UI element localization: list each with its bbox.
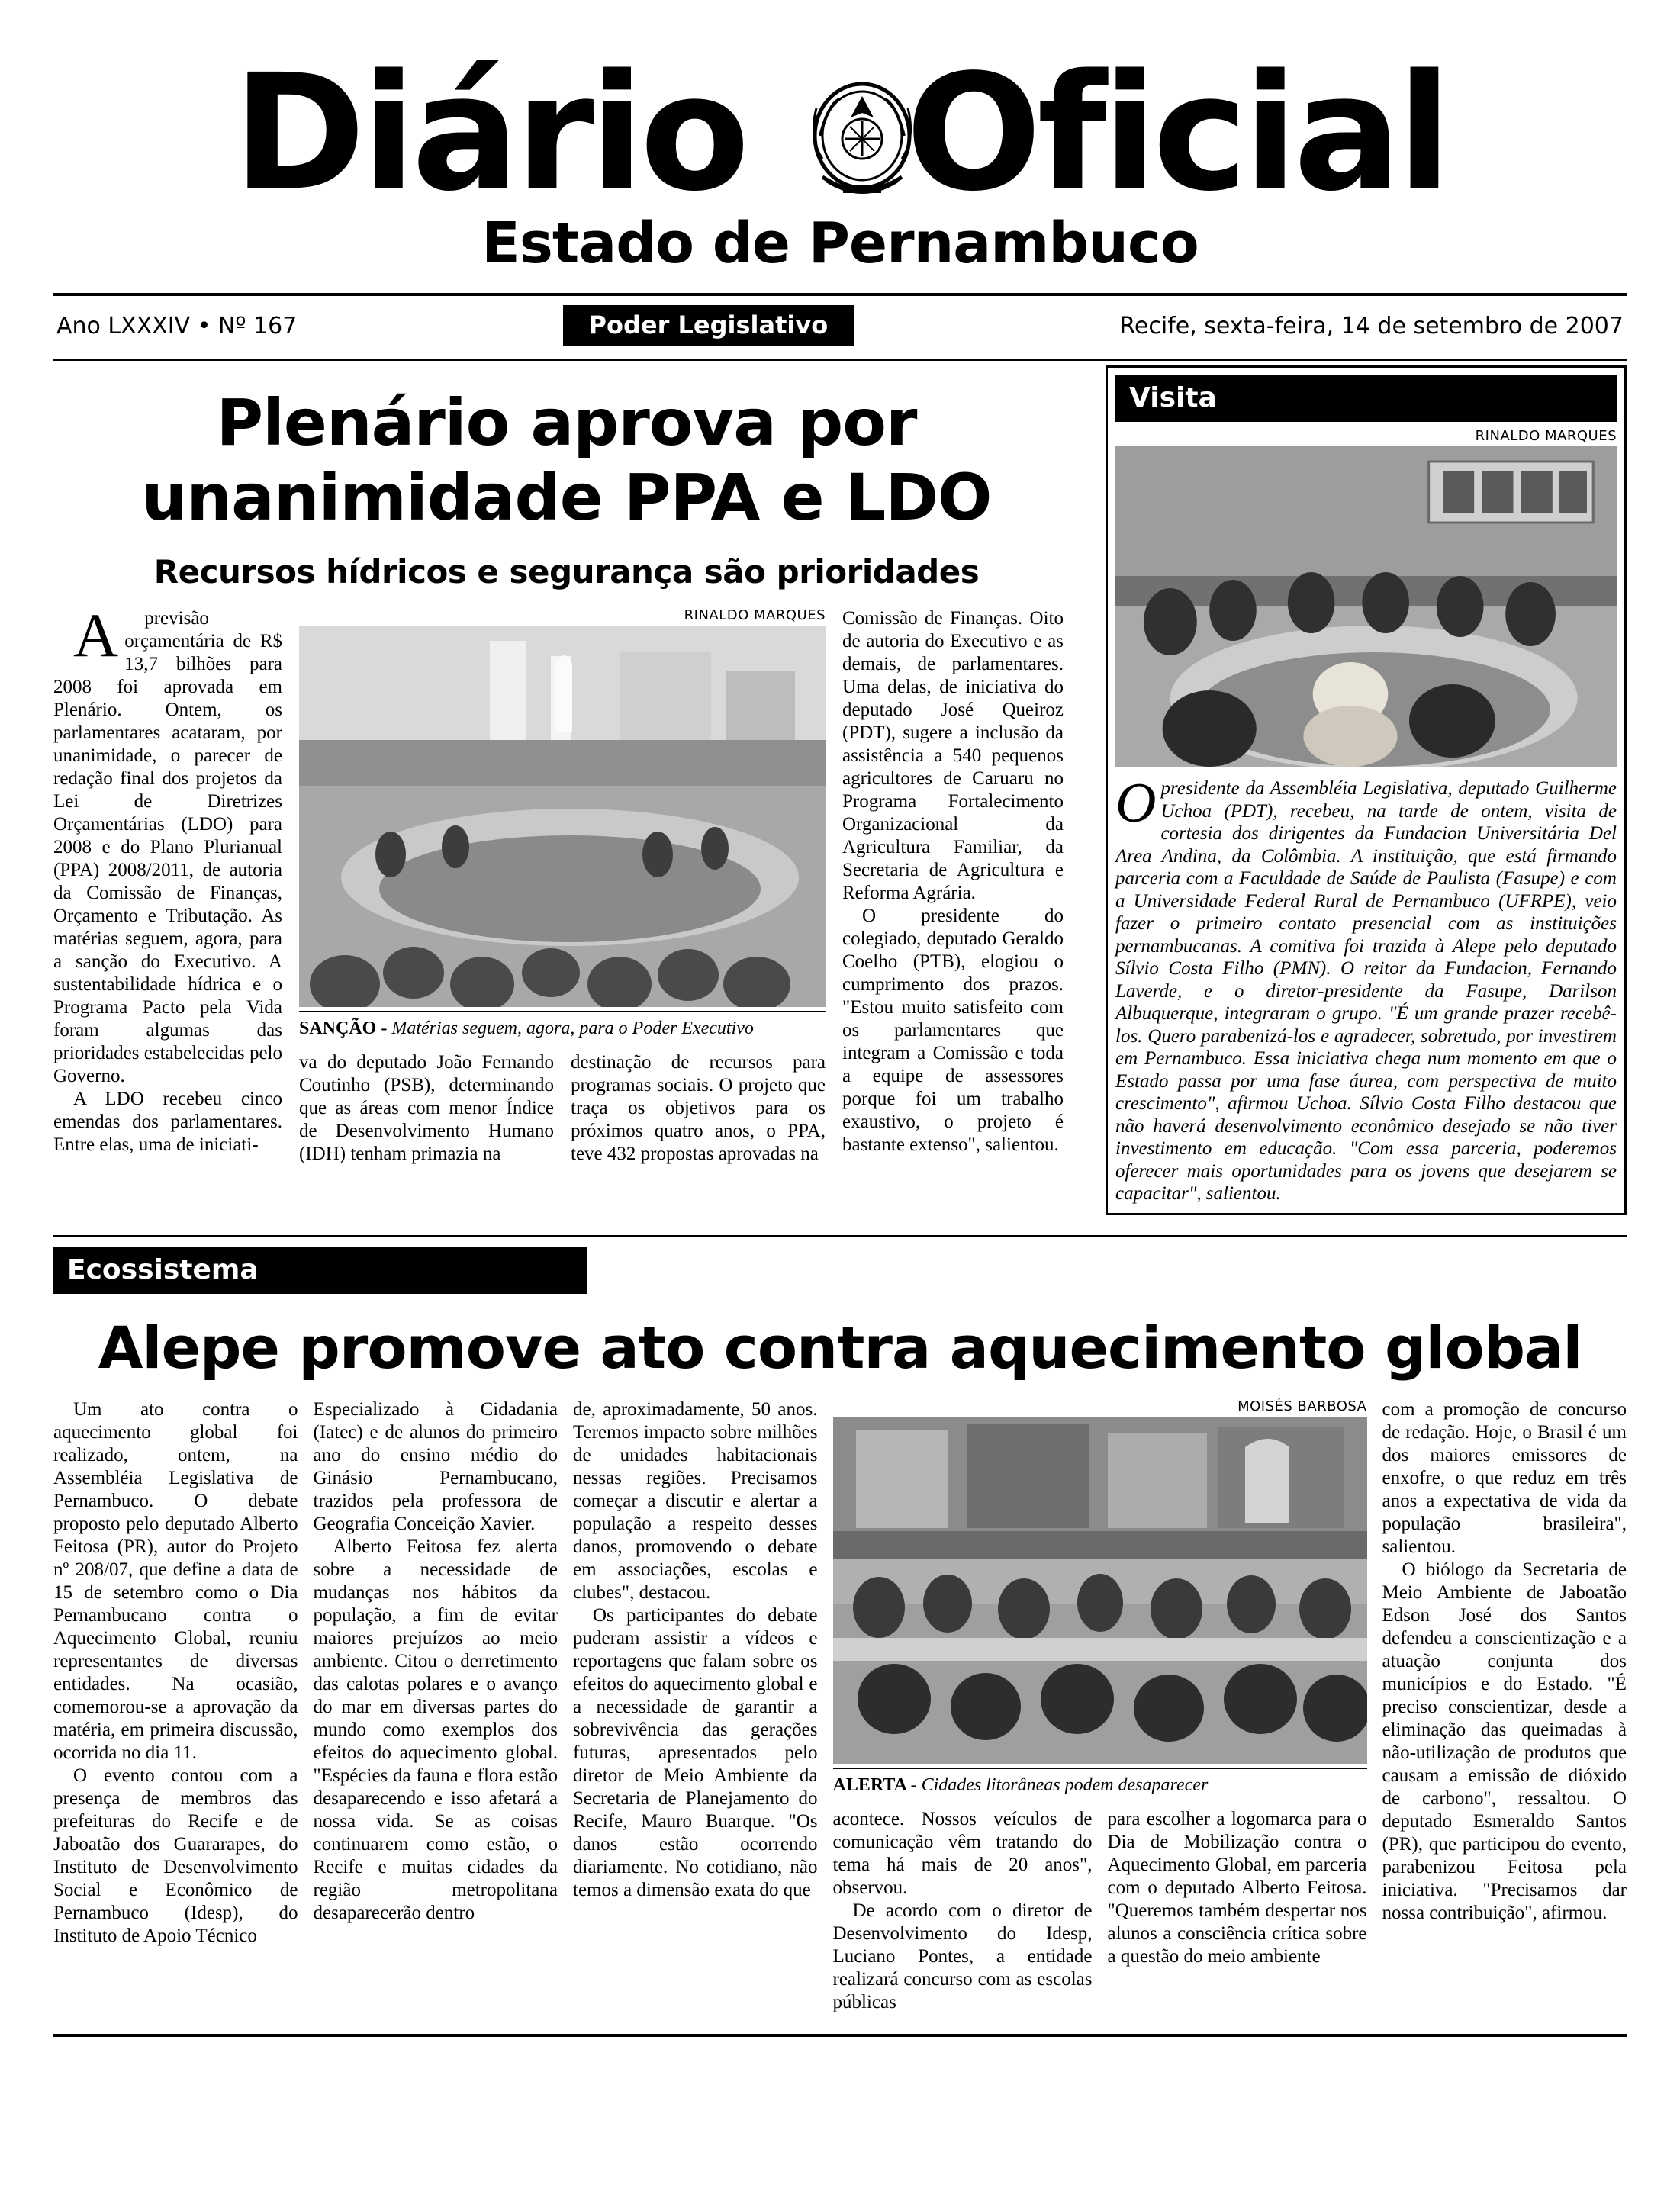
caption-label: SANÇÃO - [299, 1018, 388, 1038]
visita-body [1115, 772, 1617, 1205]
masthead-title-left: Diário [233, 40, 745, 227]
lead-story [53, 365, 1080, 1215]
visita-text: presidente da Assembléia Legislativa, deputado Guilherme Uchoa (PDT), recebeu, na tarde de ontem, visita de cortesia dos dirigentes da Fundacion Universitária Del Area Andina, da Colômbia. A instituição, que está firmando parceria com a Faculdade de Saúde de Paulista (Fasupe) e com a Universidade Federal Rural de Pernambuco (UFRPE), veio fazer o primeiro contato presencial com as instituições pernambucanas. A comitiva foi trazida à Alepe pelo deputado Sílvio Costa Filho (PMN). O reitor da Fundacion, Fernando Laverde, e o diretor-presidente da Fasupe, Darilson Albuquerque, integraram o grupo. "É um grande prazer recebê-los. Quero parabenizá-los e agradecer, sobretudo, por investirem em Pernambuco. Essa iniciativa chega num momento em que o Estado passa por uma fase áurea, com perspectiva de muito crescimento", afirmou Uchoa. Sílvio Costa Filho destacou que não haverá desenvolvimento econômico desejado se não tiver investimento em educação. "Com essa parceria, poderemos oferecer mais oportunidades para os jovens que desejarem se capacitar", salientou. [1115, 778, 1617, 1204]
caption-text: Matérias seguem, agora, para o Poder Executivo [391, 1018, 754, 1038]
lead-col4-text-2: O presidente do colegiado, deputado Geraldo Coelho (PTB), elogiou o cumprimento dos prazos. "Estou muito satisfeito com os parlamentares que integram a Comissão e toda a equipe de assessores porque foi um trabalho exaustivo, o projeto é bastante extenso", salientou. [842, 906, 1064, 1155]
lead-photo-credit: RINALDO MARQUES [684, 607, 826, 623]
eco-col5-text-1: para escolher a logomarca para o Dia de Mobilização contra o Aquecimento Global, em parceria com o deputado Alberto Feitosa. "Queremos também despertar nos alunos a consciência crítica sobre a questão do meio ambiente [1107, 1808, 1367, 1967]
dropcap-letter: A [73, 600, 119, 670]
lead-col3-text: destinação de recursos para programas sociais. O projeto que traça os objetivos para os próximos quatro anos, o PPA, teve 432 propostas aprovadas na [571, 1052, 826, 1164]
lead-column-3 [571, 1051, 826, 1166]
eco-col2-text-1: Especializado à Cidadania (Iatec) e de alunos do primeiro ano do ensino médio do Ginásio Pernambucano, trazidos pela professora de Geografia Conceição Xavier. [313, 1398, 558, 1534]
lead-column-4 [842, 607, 1064, 1166]
lead-subcolumns [299, 1051, 826, 1166]
lead-column-2 [299, 1051, 554, 1166]
eco-column-3 [573, 1398, 818, 2014]
eco-photo [833, 1417, 1367, 1764]
eco-column-1 [53, 1398, 298, 2014]
lead-columns [53, 600, 1080, 1166]
ecossistema-section-label: Ecossistema [53, 1247, 587, 1294]
eco-col1-text-2: O evento contou com a presença de membros das prefeituras do Recife e de Jaboatão dos Guararapes, do Instituto de Desenvolvimento Social e Econômico de Pernambuco (Idesp), do Instituto de Apoio Técnico [53, 1765, 298, 1946]
section-badge-poder-legislativo: Poder Legislativo [563, 305, 854, 346]
lead-col4-text-1: Comissão de Finanças. Oito de autoria do Executivo e as demais, de parlamentares. Uma delas, de iniciativa do deputado José Queiroz (PDT), sugere a inclusão da assistência a 540 pequenos agricultores de Caruaru no Programa Fortalecimento Organizacional da Agricultura Familiar, da Secretaria de Agricultura e Reforma Agrária. [842, 608, 1064, 903]
lead-photo-wrap [299, 607, 826, 1039]
lead-col1-text: previsão orçamentária de R$ 13,7 bilhões para 2008 foi aprovada em Plenário. Ontem, os parlamentares acataram, por unanimidade, o parecer de redação final dos projetos da Lei de Diretrizes Orçamentárias (LDO) para 2008 e do Plano Plurianual (PPA) 2008/2011, de autoria da Comissão de Finanças, Orçamento e Tributação. As matérias seguem, agora, para a sanção do Executivo. A sustentabilidade hídrica e o Programa Pacto pela Vida foram algumas das prioridades estabelecidas pelo Governo. [53, 608, 282, 1086]
footer-divider [53, 2034, 1627, 2037]
issue-date: Recife, sexta-feira, 14 de setembro de 2007 [1119, 312, 1624, 339]
visita-section-label: Visita [1115, 375, 1617, 422]
lead-photo-caption [299, 1011, 826, 1039]
eco-column-5 [1108, 1808, 1367, 2014]
eco-col3-text-2: Os participantes do debate puderam assistir a vídeos e reportagens que falam sobre os efeitos do aquecimento global e a necessidade de garantir a sobrevivência das gerações futuras, apresentados pelo diretor de Meio Ambiente da Secretaria de Planejamento do Recife, Mauro Buarque. "Os danos estão ocorrendo diariamente. No cotidiano, não temos a dimensão exata do que [573, 1604, 818, 1900]
lead-story-area [53, 365, 1627, 1215]
eco-column-2 [314, 1398, 558, 2014]
lead-col2-text: va do deputado João Fernando Coutinho (PSB), determinando que as áreas com menor Índice de Desenvolvimento Humano (IDH) tenham primazia na [299, 1052, 554, 1164]
eco-column-4 [833, 1808, 1093, 2014]
ecossistema-headline: Alepe promove ato contra aquecimento global [98, 1313, 1582, 1382]
eco-col4-text-2: De acordo com o diretor de Desenvolvimento do Idesp, Luciano Pontes, a entidade realizará concurso com as escolas públicas [832, 1900, 1093, 2012]
caption-text: Cidades litorâneas podem desaparecer [921, 1774, 1209, 1795]
lead-paragraph [53, 600, 282, 1088]
lead-subhead: Recursos hídricos e segurança são prioridades [153, 553, 980, 590]
visita-photo-credit: RINALDO MARQUES [1475, 428, 1617, 444]
info-divider [53, 359, 1627, 361]
eco-photo-caption [833, 1768, 1367, 1796]
eco-photo-block [833, 1398, 1367, 2014]
masthead [53, 40, 1627, 276]
lead-headline: Plenário aprova por unanimidade PPA e LDO [141, 385, 992, 535]
coat-of-arms-icon [797, 63, 927, 215]
eco-col6-text-1: com a promoção de concurso de redação. Hoje, o Brasil é um dos maiores emissores de enxofre, o que reduz em três anos a expectativa de vida da população brasileira", salientou. [1382, 1398, 1627, 1557]
lead-paragraph: A LDO recebeu cinco emendas dos parlamentares. Entre elas, uma de iniciati- [53, 1089, 282, 1155]
masthead-title-right: Oficial [905, 40, 1447, 227]
visita-photo [1115, 446, 1617, 767]
caption-label: ALERTA - [832, 1774, 917, 1795]
info-bar [53, 296, 1627, 357]
eco-col4-text-1: acontece. Nossos veículos de comunicação vêm tratando do tema há mais de 20 anos", observou. [832, 1808, 1093, 1898]
lead-photo-block [299, 607, 826, 1166]
eco-column-6 [1382, 1398, 1627, 2014]
visita-story [1106, 365, 1627, 1215]
eco-col2-text-2: Alberto Feitosa fez alerta sobre a necessidade de mudanças nos hábitos da população, a fim de evitar maiores prejuízos ao meio ambiente. Citou o derretimento das calotas polares e o avanço do mar em diversas partes do mundo como exemplos dos efeitos do aquecimento global. "Espécies da fauna e flora estão desaparecendo e isso afetará a nossa vida. Se as coisas continuarem como estão, o Recife e muitas cidades da região metropolitana desaparecerão dentro [313, 1536, 558, 1923]
eco-subcolumns [833, 1808, 1367, 2014]
lead-column-1 [53, 600, 282, 1166]
section-divider [53, 1235, 1627, 1237]
eco-col3-text-1: de, aproximadamente, 50 anos. Teremos impacto sobre milhões de unidades habitacionais nessas regiões. Precisamos começar a discutir e alertar a população a respeito desses danos, promovendo o debate em associações, escolas e clubes", destacou. [573, 1398, 818, 1603]
eco-photo-credit: MOISÉS BARBOSA [1237, 1398, 1367, 1414]
issue-info: Ano LXXXIV • Nº 167 [56, 312, 298, 339]
eco-col6-text-2: O biólogo da Secretaria de Meio Ambiente de Jaboatão Edson José dos Santos defendeu a conscientização e a atuação conjunta dos municípios e do Estado. "É preciso conscientizar, desde a eliminação das queimadas à não-utilização de produtos que causam a emissão de dióxido de carbono", ressaltou. O deputado Esmeraldo Santos (PR), que participou do evento, parabenizou Feitosa pela iniciativa. "Precisamos dar nossa contribuição", afirmou. [1382, 1559, 1627, 1923]
ecossistema-section [53, 1235, 1627, 2037]
visita-box [1106, 365, 1627, 1215]
masthead-subtitle: Estado de Pernambuco [481, 211, 1199, 276]
visita-dropcap: O [1115, 772, 1157, 835]
eco-col1-text-1: Um ato contra o aquecimento global foi realizado, ontem, na Assembléia Legislativa de Pernambuco. O debate proposto pelo deputado Alberto Feitosa (PR), autor do Projeto nº 208/07, que define a data de 15 de setembro como o Dia Pernambucano contra o Aquecimento Global, reuniu representantes de diversas entidades. Na ocasião, comemorou-se a aprovação da matéria, em primeira discussão, ocorrida no dia 11. [53, 1398, 298, 1763]
ecossistema-columns [53, 1398, 1627, 2014]
lead-photo [299, 626, 826, 1007]
